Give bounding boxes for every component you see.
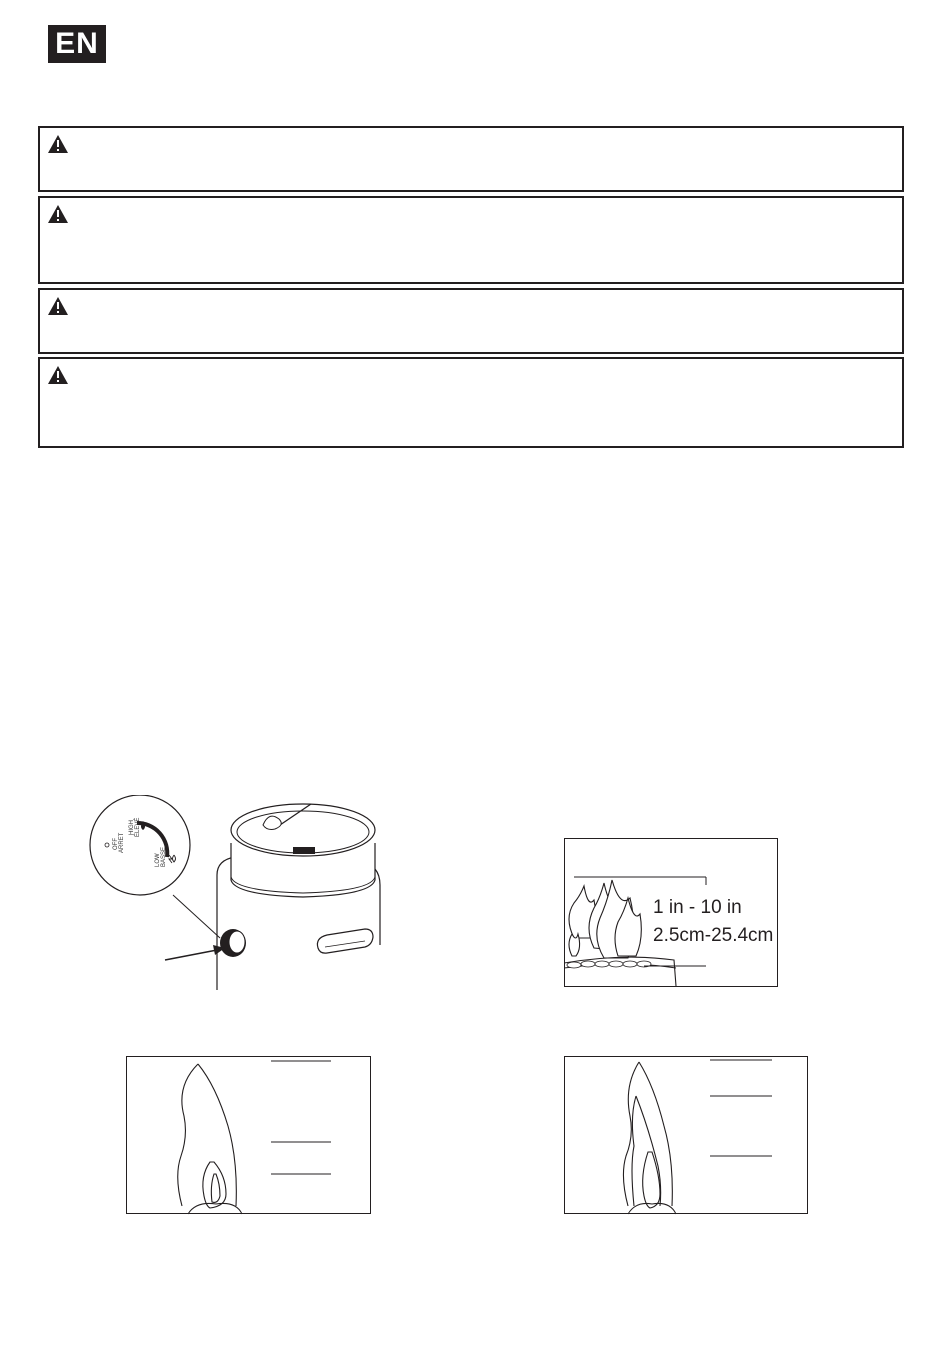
ignition-illustration (75, 795, 395, 990)
dial-high-label: HIGH (129, 820, 135, 835)
warning-box-3 (38, 288, 904, 354)
warning-box-1 (38, 126, 904, 192)
flame-diagram-left (126, 1056, 371, 1215)
dial-high-label-fr: ÉLEVÉ (135, 817, 141, 837)
control-dial (90, 795, 190, 895)
dial-low-label-fr: BASSE (161, 846, 167, 867)
flame-diagram-right (564, 1056, 808, 1215)
dial-off-label: OFF (113, 838, 119, 850)
warning-box-4 (38, 357, 904, 448)
flame-range-metric: 2.5cm-25.4cm (653, 925, 774, 946)
warning-triangle-icon (47, 204, 69, 224)
warning-triangle-icon (47, 365, 69, 385)
dial-low-label: LOW (155, 853, 161, 867)
fire-pit-body (217, 804, 380, 990)
warning-box-2 (38, 196, 904, 284)
flame-height-illustration (564, 838, 778, 988)
warning-triangle-icon (47, 296, 69, 316)
warning-triangle-icon (47, 134, 69, 154)
flame-range-imperial: 1 in - 10 in (653, 897, 742, 918)
language-badge: EN (48, 25, 106, 63)
arrow-icon (165, 945, 225, 960)
dial-off-label-fr: ARRET (119, 832, 125, 853)
control-knob (220, 929, 246, 957)
